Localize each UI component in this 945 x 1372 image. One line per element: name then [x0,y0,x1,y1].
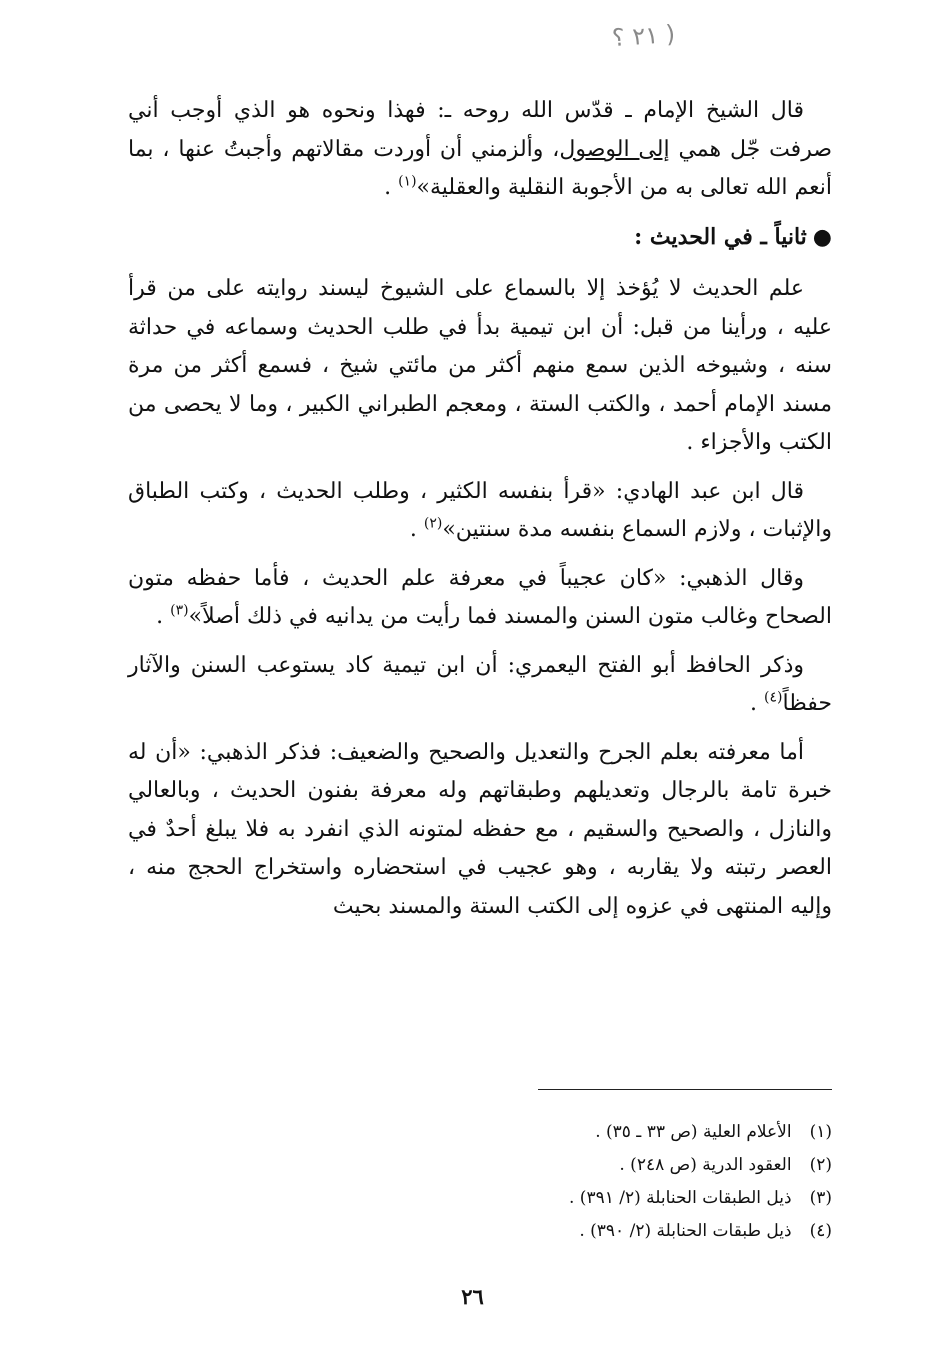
paragraph-5 [128,647,832,724]
bullet-icon: ● [812,223,832,250]
footnote-text: ذيل طبقات الحنابلة (٢/ ٣٩٠) . [579,1221,792,1241]
page-number: ٢٦ [461,1284,484,1309]
footnote-number: (٤) [809,1221,832,1241]
paragraph-4-text: وقال الذهبي: «كان عجيباً في معرفة علم الحديث ، فأما حفظه متون الصحاح وغالب متون السنن والمسند فما رأيت من يدانيه في ذلك أصلاً» [128,565,832,629]
paragraph-5-end: . [750,691,758,716]
paragraph-1-text-after: ، وألزمني أن أوردت مقالاتهم وأجبتُ عنها ، بما أنعم الله تعالى به من الأجوبة النقلية والعقلية» [128,136,832,200]
footnote-item [430,1182,832,1215]
handwritten-note: ( ٢١ ؟ [611,19,677,53]
footnote-number: (٢) [809,1155,832,1175]
paragraph-1-end: . [384,175,392,200]
footnote-ref-1: (١) [398,173,417,190]
paragraph-1 [128,92,832,208]
paragraph-4 [128,560,832,637]
paragraph-2: علم الحديث لا يُؤخذ إلا بالسماع على الشيوخ ليسند روايته على من قرأ عليه ، ورأينا من قبل: أن ابن تيمية بدأ في طلب الحديث وسماعه في حداثة سنه ، وشيوخه الذين سمع منهم أكثر من مائتي شيخ ، فسمع أكثر من مرة مسند الإمام أحمد ، والكتب الستة ، ومعجم الطبراني الكبير ، وما لا يحصى من الكتب والأجزاء . [128,276,832,455]
footnote-number: (٣) [809,1188,832,1208]
underlined-phrase: إلى الوصول [559,136,670,162]
footnote-text: العقود الدرية (ص ٢٤٨) . [619,1155,792,1175]
paragraph-6: أما معرفته بعلم الجرح والتعديل والصحيح والضعيف: فذكر الذهبي: «أن له خبرة تامة بالرجال وتعديلهم وطبقاتهم وله معرفة بفنون الحديث ، وبالعالي والنازل ، والصحيح والسقيم ، مع حفظه لمتونه الذي انفرد به فلا يبلغ أحدٌ في العصر رتبته ولا يقاربه ، وهو عجيب في استحضاره واستخراج الحجج منه ، وإليه المنتهى في عزوه إلى الكتب الستة والمسند بحيث [128,739,832,919]
paragraph-3 [128,473,832,550]
footnote-text: الأعلام العلية (ص ٣٣ ـ ٣٥) . [595,1122,792,1142]
paragraph-4-end: . [156,604,164,629]
footnotes [430,1116,832,1248]
footnote-ref-2: (٢) [423,515,443,532]
paragraph-5-text: وذكر الحافظ أبو الفتح اليعمري: أن ابن تيمية كاد يستوعب السنن والآثار حفظاً [128,652,832,716]
main-text [128,92,832,936]
footnote-ref-3: (٣) [170,602,189,619]
paragraph-3-text: قال ابن عبد الهادي: «قرأ بنفسه الكثير ، وطلب الحديث ، وكتب الطباق والإثبات ، ولازم السماع بنفسه مدة سنتين» [128,478,832,542]
footnote-item [430,1149,832,1182]
footnote-item [430,1215,832,1248]
paragraph-3-end: . [409,517,417,542]
section-heading-text: ثانياً ـ في الحديث : [634,223,807,250]
footnote-number: (١) [809,1122,832,1142]
footnote-separator [538,1089,832,1090]
section-heading [128,218,832,257]
footnote-ref-4: (٤) [764,689,783,706]
footnote-text: ذيل الطبقات الحنابلة (٢/ ٣٩١) . [568,1188,792,1208]
footnote-item [430,1116,832,1149]
paragraph-1-text: قال الشيخ الإمام ـ قدّس الله روحه ـ: فهذا ونحوه هو الذي أوجب أني صرفت جّل همي [128,98,833,162]
